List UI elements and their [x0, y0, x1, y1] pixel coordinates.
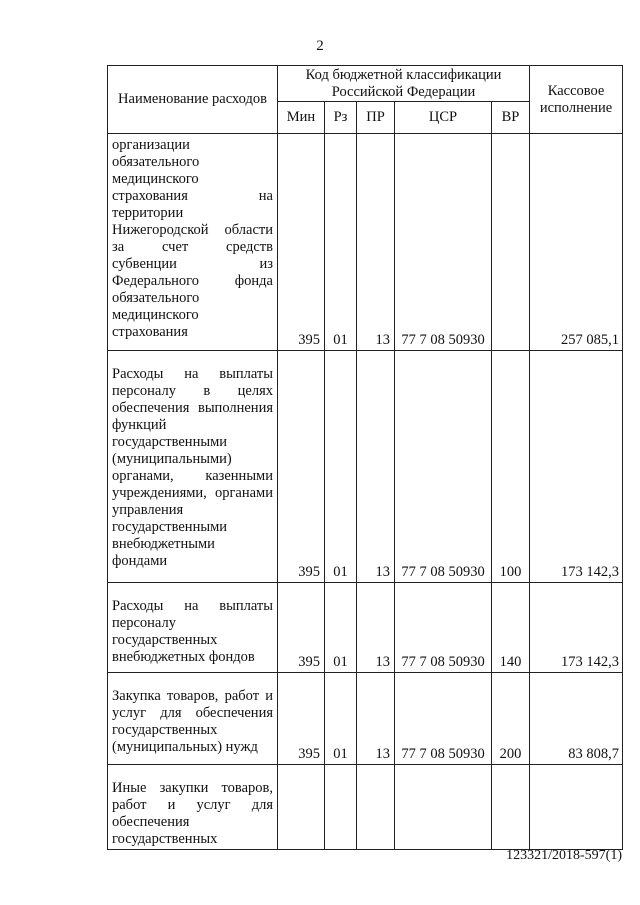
row-min: 395	[278, 583, 325, 673]
row-vr: 200	[492, 673, 530, 765]
row-amount	[530, 765, 623, 850]
row-vr	[492, 765, 530, 850]
table-row	[108, 583, 623, 673]
row-vr	[492, 134, 530, 351]
header-amount: Кассовое исполнение	[530, 66, 623, 134]
row-pr: 13	[357, 351, 395, 583]
row-name: организации обязательного медицинского страхования на территории Нижегородской области за счет средств субвенции из Федерального фонда обязательного медицинского страхования	[108, 134, 278, 351]
row-amount: 83 808,7	[530, 673, 623, 765]
row-min	[278, 765, 325, 850]
row-pr	[357, 765, 395, 850]
header-rz: Рз	[325, 102, 357, 134]
row-name: Расходы на выплаты персоналу в целях обеспечения выполнения функций государственными (муниципальными) органами, казенными учреждениями, органами управления государственными внебюджетными фондами	[108, 351, 278, 583]
page-number: 2	[316, 38, 324, 54]
document-code: 123321/2018-597(1)	[506, 848, 622, 863]
header-code-group: Код бюджетной классификации Российской Федерации	[278, 66, 530, 102]
row-min: 395	[278, 351, 325, 583]
row-name: Иные закупки товаров, работ и услуг для обеспечения государственных	[108, 765, 278, 850]
table-row	[108, 134, 623, 351]
row-rz: 01	[325, 134, 357, 351]
row-csr: 77 7 08 50930	[395, 134, 492, 351]
row-rz: 01	[325, 583, 357, 673]
table-row	[108, 673, 623, 765]
header-pr: ПР	[357, 102, 395, 134]
table-row	[108, 351, 623, 583]
header-name: Наименование расходов	[108, 66, 278, 134]
row-csr: 77 7 08 50930	[395, 583, 492, 673]
header-vr: ВР	[492, 102, 530, 134]
budget-table	[107, 65, 623, 850]
header-min: Мин	[278, 102, 325, 134]
row-pr: 13	[357, 583, 395, 673]
row-name: Расходы на выплаты персоналу государственных внебюджетных фондов	[108, 583, 278, 673]
row-rz: 01	[325, 351, 357, 583]
row-rz: 01	[325, 673, 357, 765]
row-rz	[325, 765, 357, 850]
row-pr: 13	[357, 134, 395, 351]
row-min: 395	[278, 673, 325, 765]
table-row	[108, 765, 623, 850]
row-vr: 140	[492, 583, 530, 673]
row-pr: 13	[357, 673, 395, 765]
row-csr: 77 7 08 50930	[395, 673, 492, 765]
row-amount: 257 085,1	[530, 134, 623, 351]
row-name: Закупка товаров, работ и услуг для обеспечения государственных (муниципальных) нужд	[108, 673, 278, 765]
row-min: 395	[278, 134, 325, 351]
row-amount: 173 142,3	[530, 583, 623, 673]
row-csr	[395, 765, 492, 850]
row-csr: 77 7 08 50930	[395, 351, 492, 583]
header-csr: ЦСР	[395, 102, 492, 134]
row-amount: 173 142,3	[530, 351, 623, 583]
row-vr: 100	[492, 351, 530, 583]
